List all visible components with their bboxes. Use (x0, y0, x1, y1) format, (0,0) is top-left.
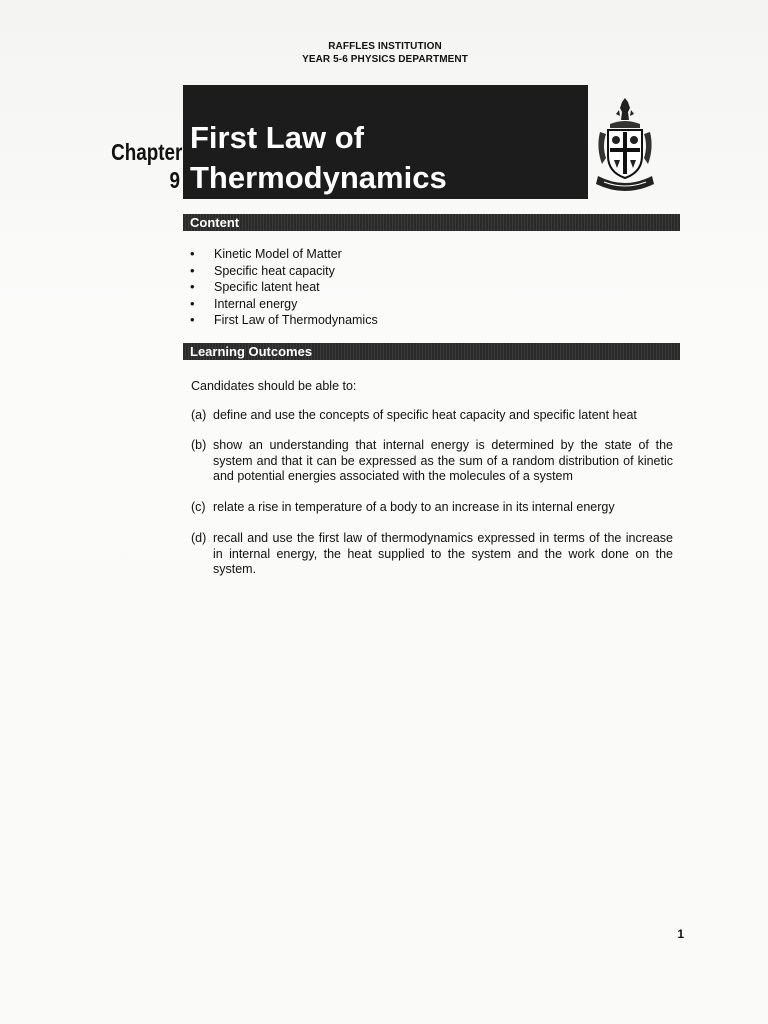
outcome-tag: (d) (191, 531, 207, 545)
content-heading: Content (190, 215, 240, 230)
chapter-title-line-2: Thermodynamics (190, 160, 447, 195)
list-item: • Internal energy (190, 296, 378, 313)
outcome-tag: (a) (191, 408, 207, 422)
outcome-tag: (c) (191, 500, 206, 514)
outcome-text: relate a rise in temperature of a body to an increase in its internal energy (213, 500, 615, 514)
outcome-item (191, 408, 673, 424)
outcome-item (191, 500, 673, 516)
chapter-title (190, 118, 580, 198)
department-name: YEAR 5-6 PHYSICS DEPARTMENT (302, 54, 468, 65)
list-item: • Specific latent heat (190, 279, 378, 296)
page-number: 1 (677, 927, 684, 941)
content-section-bar (183, 214, 680, 231)
institution-name: RAFFLES INSTITUTION (328, 41, 442, 52)
outcomes-intro: Candidates should be able to: (191, 379, 357, 393)
outcome-item (191, 438, 673, 485)
outcome-tag: (b) (191, 438, 207, 452)
chapter-title-line-1: First Law of (190, 120, 364, 155)
content-list (190, 246, 378, 329)
learning-outcomes-heading: Learning Outcomes (190, 344, 313, 359)
list-item: • Kinetic Model of Matter (190, 246, 378, 263)
list-item: • Specific heat capacity (190, 263, 378, 280)
outcome-item (191, 531, 673, 578)
document-header (250, 40, 520, 66)
school-crest-icon (592, 98, 658, 198)
list-item: • First Law of Thermodynamics (190, 312, 378, 329)
chapter-label (111, 138, 183, 194)
outcome-text: show an understanding that internal energy is determined by the state of the system and that it can be expressed as the sum of a random distribution of kinetic and potential energies associated with the molecules of a system (213, 438, 673, 483)
outcome-text: recall and use the first law of thermodynamics expressed in terms of the increase in internal energy, the heat supplied to the system and the work done on the system. (213, 531, 673, 576)
outcome-text: define and use the concepts of specific heat capacity and specific latent heat (213, 408, 637, 422)
learning-outcomes-section-bar (183, 343, 680, 360)
chapter-word: Chapter (111, 139, 183, 165)
chapter-number: 9 (169, 167, 180, 193)
